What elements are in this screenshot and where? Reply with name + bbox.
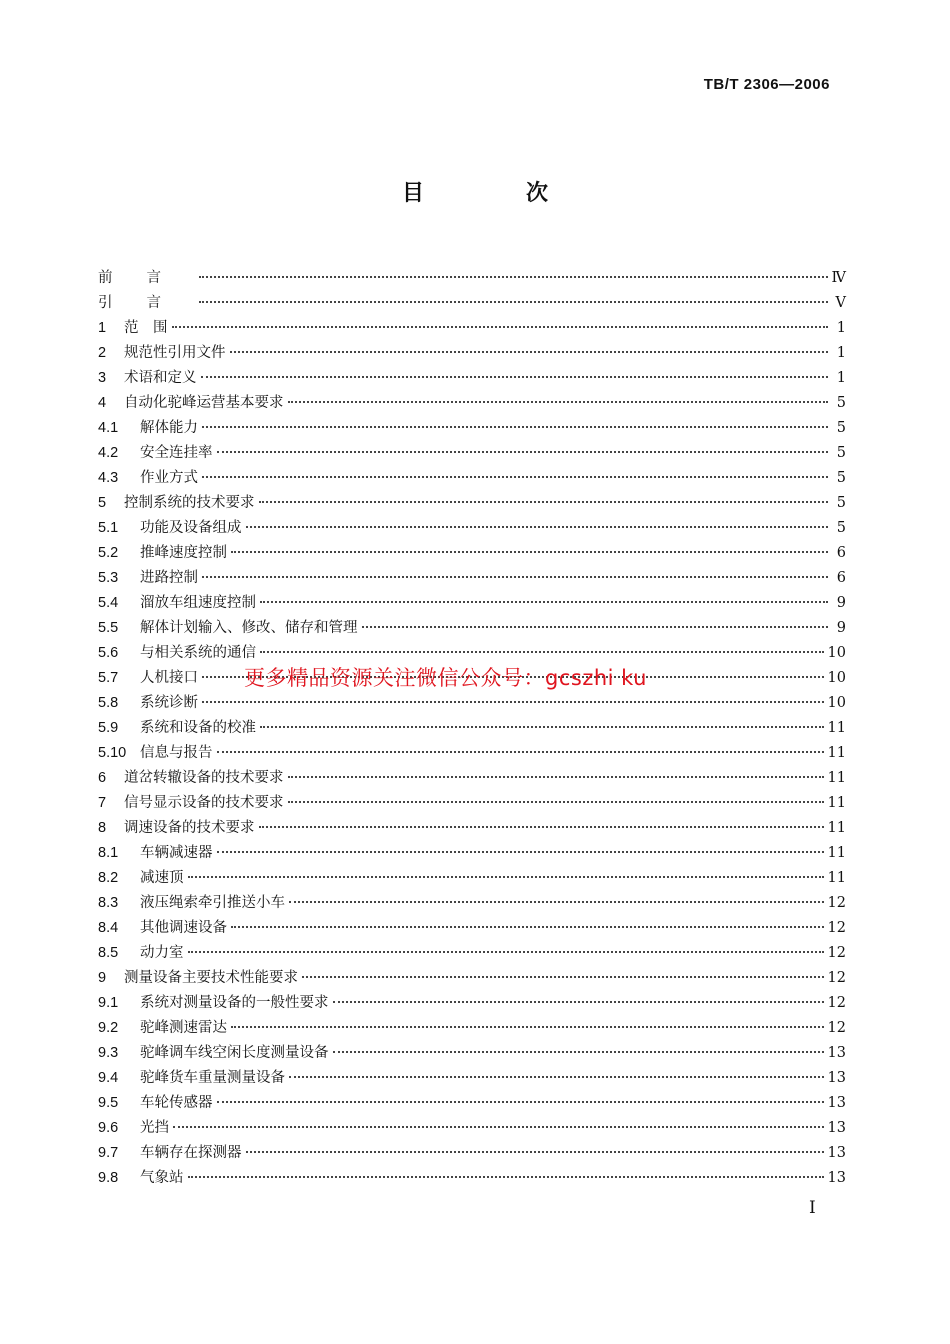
- toc-entry-title: 功能及设备组成: [140, 520, 242, 536]
- toc-entry-number: 5.5: [98, 620, 119, 636]
- dot-leader: [333, 1051, 824, 1053]
- dot-leader: [202, 701, 824, 703]
- toc-entry-page: 12: [827, 920, 846, 936]
- toc-entry-page: 6: [836, 570, 846, 586]
- toc-entry[interactable]: [98, 1041, 846, 1066]
- toc-entry[interactable]: [98, 1141, 846, 1166]
- toc-entry[interactable]: [98, 841, 846, 866]
- toc-entry-page: 10: [827, 670, 846, 686]
- dot-leader: [259, 501, 829, 503]
- toc-entry[interactable]: [98, 566, 846, 591]
- toc-entry-number: 5.2: [98, 545, 119, 561]
- toc-entry-page: 12: [827, 1020, 846, 1036]
- toc-entry[interactable]: [98, 866, 846, 891]
- toc-entry[interactable]: [98, 716, 846, 741]
- toc-entry-page: 11: [827, 745, 846, 761]
- toc-entry-page: 5: [836, 470, 846, 486]
- toc-entry[interactable]: [98, 466, 846, 491]
- page-number: Ⅰ: [809, 1198, 816, 1218]
- toc-entry-page: 11: [827, 795, 846, 811]
- toc-entry[interactable]: [98, 1116, 846, 1141]
- toc-entry-number: 9.7: [98, 1145, 119, 1161]
- toc-entry[interactable]: [98, 791, 846, 816]
- toc-entry-title: 车辆存在探测器: [140, 1145, 242, 1161]
- toc-entry-number: 5.1: [98, 520, 119, 536]
- toc-entry-page: 11: [827, 820, 846, 836]
- toc-entry-page: 5: [836, 520, 846, 536]
- toc-entry-number: 5: [98, 495, 107, 511]
- toc-entry-title: 系统对测量设备的一般性要求: [140, 995, 329, 1011]
- dot-leader: [201, 376, 829, 378]
- toc-entry-title: 动力室: [140, 945, 184, 961]
- toc-entry[interactable]: [98, 741, 846, 766]
- toc-entry-number: 4.1: [98, 420, 119, 436]
- toc-entry-number: 5.7: [98, 670, 119, 686]
- dot-leader: [217, 451, 829, 453]
- toc-entry-number: 9.2: [98, 1020, 119, 1036]
- toc-entry-number: 5.3: [98, 570, 119, 586]
- toc-entry-page: 5: [836, 495, 846, 511]
- toc-entry-page: 10: [827, 645, 846, 661]
- toc-entry-number: 9.3: [98, 1045, 119, 1061]
- dot-leader: [188, 876, 824, 878]
- toc-entry-number: 5.10: [98, 745, 127, 761]
- dot-leader: [302, 976, 824, 978]
- toc-entry[interactable]: [98, 441, 846, 466]
- toc-entry[interactable]: [98, 691, 846, 716]
- toc-entry[interactable]: [98, 1016, 846, 1041]
- toc-entry-title: 溜放车组速度控制: [140, 595, 256, 611]
- toc-entry-page: 9: [836, 620, 846, 636]
- dot-leader: [231, 1026, 824, 1028]
- dot-leader: [202, 576, 828, 578]
- toc-entry-number: 9.5: [98, 1095, 119, 1111]
- toc-entry-number: 5.8: [98, 695, 119, 711]
- toc-entry-page: 13: [827, 1145, 846, 1161]
- toc-entry-number: 8.5: [98, 945, 119, 961]
- dot-leader: [217, 1101, 824, 1103]
- dot-leader: [231, 926, 824, 928]
- toc-entry-title: 解体能力: [140, 420, 198, 436]
- toc-entry-title: 术语和定义: [124, 370, 197, 386]
- toc-entry-title: 液压绳索牵引推送小车: [140, 895, 285, 911]
- toc-entry[interactable]: [98, 291, 846, 316]
- toc-entry-number: 5.9: [98, 720, 119, 736]
- toc-entry-number: 9.8: [98, 1170, 119, 1186]
- toc-entry-page: 13: [827, 1120, 846, 1136]
- toc-entry[interactable]: [98, 316, 846, 341]
- toc-entry[interactable]: [98, 1066, 846, 1091]
- toc-entry-title: 驼峰调车线空闲长度测量设备: [140, 1045, 329, 1061]
- toc-entry[interactable]: [98, 416, 846, 441]
- toc-entry[interactable]: [98, 591, 846, 616]
- dot-leader: [188, 1176, 824, 1178]
- toc-entry-number: 4.2: [98, 445, 119, 461]
- toc-entry-title: 气象站: [140, 1170, 184, 1186]
- toc-entry-title: 信息与报告: [140, 745, 213, 761]
- toc-entry-title: 道岔转辙设备的技术要求: [124, 770, 284, 786]
- toc-entry-number: 9: [98, 970, 107, 986]
- toc-entry-number: 8.1: [98, 845, 119, 861]
- toc-entry-title: 人机接口: [140, 670, 198, 686]
- toc-entry-number: 8: [98, 820, 107, 836]
- toc-entry-page: 5: [836, 420, 846, 436]
- toc-entry[interactable]: [98, 516, 846, 541]
- toc-entry-number: 3: [98, 370, 107, 386]
- dot-leader: [173, 1126, 824, 1128]
- toc-entry-number: 9.1: [98, 995, 119, 1011]
- dot-leader: [217, 851, 824, 853]
- toc-entry[interactable]: [98, 491, 846, 516]
- dot-leader: [260, 726, 824, 728]
- toc-entry-page: 12: [827, 945, 846, 961]
- toc-entry-title: 控制系统的技术要求: [124, 495, 255, 511]
- dot-leader: [288, 801, 824, 803]
- toc-entry-title: 解体计划输入、修改、储存和管理: [140, 620, 358, 636]
- toc-entry-number: 6: [98, 770, 107, 786]
- toc-entry-number: 9.6: [98, 1120, 119, 1136]
- watermark-text: 更多精品资源关注微信公众号：gcszhi ku: [244, 666, 647, 690]
- dot-leader: [246, 526, 829, 528]
- toc-entry[interactable]: [98, 341, 846, 366]
- dot-leader: [289, 1076, 824, 1078]
- toc-entry-title: 调速设备的技术要求: [124, 820, 255, 836]
- dot-leader: [260, 651, 824, 653]
- dot-leader: [231, 551, 828, 553]
- toc-entry-number: 2: [98, 345, 107, 361]
- toc-entry-title: 驼峰测速雷达: [140, 1020, 227, 1036]
- toc-entry-number: 8.2: [98, 870, 119, 886]
- toc-entry[interactable]: [98, 366, 846, 391]
- toc-entry-title: 系统和设备的校准: [140, 720, 256, 736]
- toc-entry-title: 与相关系统的通信: [140, 645, 256, 661]
- toc-entry-page: 1: [836, 320, 846, 336]
- toc-entry-page: Ⅴ: [835, 295, 846, 311]
- dot-leader: [259, 826, 824, 828]
- toc-entry-title: 车辆减速器: [140, 845, 213, 861]
- dot-leader: [288, 776, 824, 778]
- dot-leader: [199, 276, 828, 278]
- toc-entry-number: 9.4: [98, 1070, 119, 1086]
- toc-entry-page: 13: [827, 1170, 846, 1186]
- toc-entry-title: 减速顶: [140, 870, 184, 886]
- toc-entry-title: 作业方式: [140, 470, 198, 486]
- toc-entry[interactable]: [98, 966, 846, 991]
- toc-entry[interactable]: [98, 816, 846, 841]
- toc-entry-title: 引言: [98, 295, 195, 311]
- dot-leader: [260, 601, 828, 603]
- dot-leader: [288, 401, 829, 403]
- toc-entry-number: 8.4: [98, 920, 119, 936]
- toc-entry[interactable]: [98, 541, 846, 566]
- toc-entry-title: 前言: [98, 270, 195, 286]
- toc-entry-page: 13: [827, 1095, 846, 1111]
- dot-leader: [333, 1001, 824, 1003]
- dot-leader: [230, 351, 829, 353]
- toc-entry-page: 12: [827, 895, 846, 911]
- dot-leader: [246, 1151, 824, 1153]
- dot-leader: [202, 426, 828, 428]
- dot-leader: [172, 326, 829, 328]
- toc-entry[interactable]: [98, 266, 846, 291]
- toc-entry[interactable]: [98, 1166, 846, 1191]
- toc-entry-title: 自动化驼峰运营基本要求: [124, 395, 284, 411]
- toc-entry-page: 11: [827, 845, 846, 861]
- toc-entry[interactable]: [98, 766, 846, 791]
- toc-entry-page: 11: [827, 870, 846, 886]
- toc-entry-page: 6: [836, 545, 846, 561]
- toc-entry[interactable]: [98, 616, 846, 641]
- toc-entry[interactable]: [98, 391, 846, 416]
- toc-entry-title: 车轮传感器: [140, 1095, 213, 1111]
- toc-entry-title: 规范性引用文件: [124, 345, 226, 361]
- toc-entry-title: 光挡: [140, 1120, 169, 1136]
- page-title: 目 次: [401, 181, 588, 206]
- toc-entry-title: 系统诊断: [140, 695, 198, 711]
- toc-entry-title: 进路控制: [140, 570, 198, 586]
- toc-entry-page: 12: [827, 995, 846, 1011]
- toc-entry[interactable]: [98, 916, 846, 941]
- dot-leader: [199, 301, 828, 303]
- toc-entry-title: 安全连挂率: [140, 445, 213, 461]
- toc-entry[interactable]: [98, 891, 846, 916]
- toc-entry[interactable]: [98, 941, 846, 966]
- dot-leader: [202, 476, 828, 478]
- toc-entry-page: 9: [836, 595, 846, 611]
- toc-entry-page: 10: [827, 695, 846, 711]
- toc-entry-number: 8.3: [98, 895, 119, 911]
- toc-entry-page: 13: [827, 1045, 846, 1061]
- toc-entry-title: 驼峰货车重量测量设备: [140, 1070, 285, 1086]
- table-of-contents: [98, 266, 846, 1191]
- toc-entry-number: 4.3: [98, 470, 119, 486]
- toc-entry-number: 5.6: [98, 645, 119, 661]
- toc-entry-title: 推峰速度控制: [140, 545, 227, 561]
- dot-leader: [289, 901, 824, 903]
- toc-entry-number: 1: [98, 320, 107, 336]
- toc-entry-page: 1: [836, 370, 846, 386]
- toc-entry-title: 其他调速设备: [140, 920, 227, 936]
- toc-entry-number: 4: [98, 395, 107, 411]
- toc-entry[interactable]: [98, 991, 846, 1016]
- toc-entry-page: 1: [836, 345, 846, 361]
- document-code: TB/T 2306—2006: [703, 76, 830, 93]
- toc-entry-number: 7: [98, 795, 107, 811]
- toc-entry-title: 范 围: [124, 320, 168, 336]
- dot-leader: [188, 951, 824, 953]
- toc-entry-page: 11: [827, 770, 846, 786]
- toc-entry-number: 5.4: [98, 595, 119, 611]
- dot-leader: [217, 751, 824, 753]
- toc-entry-page: 13: [827, 1070, 846, 1086]
- toc-entry-page: 11: [827, 720, 846, 736]
- toc-entry-page: 5: [836, 395, 846, 411]
- toc-entry-title: 信号显示设备的技术要求: [124, 795, 284, 811]
- toc-entry-page: 12: [827, 970, 846, 986]
- toc-entry-page: Ⅳ: [831, 270, 846, 286]
- dot-leader: [362, 626, 829, 628]
- toc-entry[interactable]: [98, 1091, 846, 1116]
- toc-entry-title: 测量设备主要技术性能要求: [124, 970, 298, 986]
- toc-entry-page: 5: [836, 445, 846, 461]
